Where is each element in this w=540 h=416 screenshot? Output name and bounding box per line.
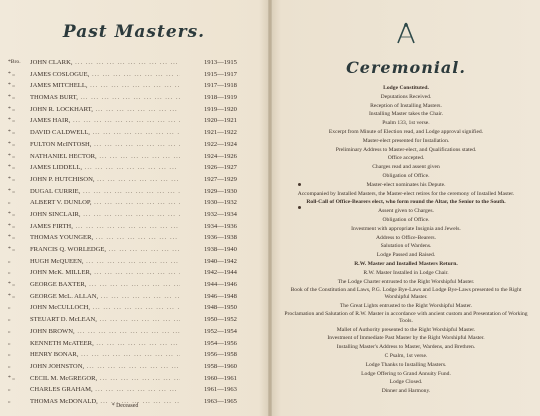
past-master-row xyxy=(8,314,248,326)
past-master-years: 1940—1942 xyxy=(204,257,237,265)
past-master-row xyxy=(8,384,248,396)
ceremonial-item: R.W. Master Installed in Lodge Chair. xyxy=(363,269,449,276)
past-master-mark: * „ xyxy=(8,140,15,147)
past-master-row xyxy=(8,221,248,233)
past-master-name: JOHN JOHNSTON, ... . xyxy=(30,361,180,373)
past-master-mark: * „ xyxy=(8,175,15,182)
past-master-years: 1918—1919 xyxy=(204,94,237,102)
ceremonial-item: Preliminary Address to Master-elect, and Qualifications stated. xyxy=(335,146,477,153)
ceremonial-list xyxy=(280,85,532,397)
ceremonial-item: Installing Master's Address to Master, Wardens, and Brethren. xyxy=(336,344,476,351)
ceremonial-item: R.W. Master and Installed Masters Return. xyxy=(354,260,458,267)
past-master-mark: * „ xyxy=(8,292,15,299)
past-master-row xyxy=(8,186,248,198)
past-master-years: 1952—1954 xyxy=(204,327,237,335)
past-master-mark: „ xyxy=(8,199,11,206)
past-master-name: JOHN P. HUTCHISON, ... . xyxy=(30,174,180,186)
past-master-years: 1936—1938 xyxy=(204,234,237,242)
ceremonial-item: Lodge Passed and Raised. xyxy=(376,252,436,259)
past-master-name: DAVID CALDWELL, ... . xyxy=(30,127,180,139)
past-master-row xyxy=(8,256,248,268)
past-master-years: 1924—1926 xyxy=(204,152,237,160)
past-master-row xyxy=(8,139,248,151)
past-master-name: JAMES FIRTH, ... . xyxy=(30,221,180,233)
past-master-row xyxy=(8,151,248,163)
past-master-name: GEORGE BAXTER, ... . xyxy=(30,279,180,291)
past-master-name: THOMAS BURT, ... . xyxy=(30,92,180,104)
past-master-row xyxy=(8,209,248,221)
past-master-years: 1926—1927 xyxy=(204,164,237,172)
past-master-row xyxy=(8,244,248,256)
past-master-row xyxy=(8,162,248,174)
past-master-row xyxy=(8,326,248,338)
past-master-years: 1961—1963 xyxy=(204,386,237,394)
past-master-mark: „ xyxy=(8,304,11,311)
ceremonial-item: Installing Master takes the Chair. xyxy=(368,111,444,118)
past-master-name: FRANCIS Q. WORLEDGE, ... . xyxy=(30,244,180,256)
ceremonial-item: C Psalm, 1st verse. xyxy=(384,352,428,359)
past-master-years: 1922—1924 xyxy=(204,140,237,148)
ceremonial-item: Reception of Installing Masters. xyxy=(370,102,442,109)
past-master-years: 1956—1958 xyxy=(204,351,237,359)
ceremonial-item: Dinner and Harmony. xyxy=(381,388,431,395)
ceremonial-page xyxy=(272,0,540,416)
ceremonial-item: Excerpt from Minute of Election read, and Lodge approval signified. xyxy=(328,128,484,135)
ceremonial-item: Investment of Immediate Past Master by the Right Worshipful Master. xyxy=(327,335,485,342)
past-master-mark: * „ xyxy=(8,374,15,381)
past-master-mark: * „ xyxy=(8,70,15,77)
past-master-mark: * „ xyxy=(8,246,15,252)
ceremonial-item: Obligation of Office. xyxy=(382,216,430,223)
past-master-name: THOMAS YOUNGER, ... . xyxy=(30,232,180,244)
past-master-mark: * „ xyxy=(8,281,15,288)
past-master-name: KENNETH McATEER, ... . xyxy=(30,338,180,350)
past-master-mark: * „ xyxy=(8,129,15,136)
past-master-row xyxy=(8,361,248,373)
past-master-mark: „ xyxy=(8,351,11,358)
past-master-mark: * „ xyxy=(8,222,15,229)
ceremonial-item: Mallet of Authority presented to the Right Worshipful Master. xyxy=(336,326,476,333)
past-master-row xyxy=(8,338,248,350)
past-master-years: 1913—1915 xyxy=(204,59,237,66)
ceremonial-item: Assent given to Charges. xyxy=(378,208,434,215)
past-master-name: JAMES MITCHELL, ... . xyxy=(30,80,180,92)
past-master-row xyxy=(8,127,248,139)
past-masters-title: Past Masters. xyxy=(62,22,206,42)
binding-dot xyxy=(298,183,301,186)
ceremonial-item: Lodge Offering to Grand Annuity Fund. xyxy=(361,370,451,377)
past-master-row xyxy=(8,373,248,385)
binding-dot xyxy=(298,206,301,209)
past-master-name: FULTON McINTOSH, ... . xyxy=(30,139,180,151)
past-master-years: 1948—1950 xyxy=(204,304,237,312)
past-master-mark: * „ xyxy=(8,105,15,112)
past-master-mark: * „ xyxy=(8,164,15,171)
past-master-name: ALBERT V. DUNLOP, ... . xyxy=(30,197,180,209)
past-master-years: 1963—1965 xyxy=(204,397,237,405)
past-master-years: 1958—1960 xyxy=(204,362,237,370)
past-master-name: JAMES LIDDELL, ... . xyxy=(30,162,180,174)
past-master-years: 1954—1956 xyxy=(204,339,237,347)
ceremonial-item: Master-elect presented for Installation. xyxy=(362,137,450,144)
ceremonial-item: Lodge Thanks to Installing Masters. xyxy=(365,361,447,368)
past-master-row xyxy=(8,174,248,186)
past-master-years: 1927—1929 xyxy=(204,175,237,183)
ceremonial-item: Proclamation and Salutation of R.W. Master in accordance with ancient custom and Presentation of Working Tools. xyxy=(284,311,528,324)
past-master-years: 1919—1920 xyxy=(204,105,237,113)
past-master-row xyxy=(8,279,248,291)
compass-emblem-icon xyxy=(396,22,416,44)
ceremonial-item: Investment with appropriate Insignia and Jewels. xyxy=(351,225,461,232)
past-master-name: STEUART D. McLEAN, ... . xyxy=(30,314,180,326)
ceremonial-item: Address to Office-Bearers. xyxy=(375,234,436,241)
past-master-name: JAMES HAIR, ... . xyxy=(30,115,180,127)
ceremonial-item: Salutation of Wardens. xyxy=(380,243,432,250)
past-master-name: THOMAS McDONALD, ... . xyxy=(30,396,180,408)
past-master-mark: „ xyxy=(8,397,11,404)
past-master-mark: „ xyxy=(8,257,11,264)
past-master-row xyxy=(8,69,248,81)
past-master-years: 1917—1918 xyxy=(204,82,237,90)
ceremonial-item: Deputations Received. xyxy=(380,93,432,100)
ceremonial-item: Book of the Constitution and Laws, P.G. Lodge Bye-Laws and Lodge Bye-Laws presented to the Right Worshipful Master. xyxy=(290,287,522,300)
past-master-mark: „ xyxy=(8,386,11,393)
past-master-years: 1946—1948 xyxy=(204,292,237,300)
past-master-years: 1930—1932 xyxy=(204,199,237,207)
ceremonial-item: Master-elect nominates his Depute. xyxy=(366,181,446,188)
past-master-years: 1932—1934 xyxy=(204,210,237,218)
past-master-years: 1921—1922 xyxy=(204,129,237,137)
past-master-name: JOHN McCULLOCH, ... . xyxy=(30,302,180,314)
past-master-name: GEORGE McL. ALLAN, ... . xyxy=(30,291,180,303)
past-master-mark: * „ xyxy=(8,187,15,194)
past-master-name: JOHN BROWN, ... . xyxy=(30,326,180,338)
past-master-name: JAMES COSLOGUE, ... . xyxy=(30,69,180,81)
ceremonial-item: Roll-Call of Office-Bearers elect, who form round the Altar, the Senior to the South. xyxy=(306,199,506,206)
past-master-years: 1920—1921 xyxy=(204,117,237,125)
past-master-name: JOHN SINCLAIR, ... . xyxy=(30,209,180,221)
past-master-row xyxy=(8,349,248,361)
past-master-row xyxy=(8,291,248,303)
past-master-years: 1960—1961 xyxy=(204,374,237,382)
ceremonial-item: Charges read and assent given xyxy=(372,164,440,171)
past-master-row xyxy=(8,232,248,244)
past-master-row xyxy=(8,92,248,104)
past-master-years: 1950—1952 xyxy=(204,316,237,324)
past-master-row xyxy=(8,104,248,116)
past-master-years: 1944—1946 xyxy=(204,281,237,289)
past-masters-list xyxy=(8,57,248,408)
past-master-years: 1942—1944 xyxy=(204,269,237,277)
past-master-mark: * „ xyxy=(8,82,15,89)
past-master-name: CECIL M. McGREGOR, ... . xyxy=(30,373,180,385)
past-master-name: HUGH McQUEEN, ... . xyxy=(30,256,180,268)
past-master-years: 1934—1936 xyxy=(204,222,237,230)
past-master-mark: „ xyxy=(8,362,11,369)
ceremonial-item: The Lodge Charter entrusted to the Right Worshipful Master. xyxy=(337,278,475,285)
past-master-row xyxy=(8,197,248,209)
past-master-mark: *Bro. xyxy=(8,59,21,65)
past-master-row xyxy=(8,80,248,92)
past-master-mark: * „ xyxy=(8,94,15,101)
past-master-mark: * „ xyxy=(8,152,15,159)
ceremonial-item: Accompanied by Installed Masters, the Master-elect retires for the ceremony of Installed Master. xyxy=(297,190,515,197)
deceased-footnote: * Deceased xyxy=(111,403,139,409)
past-master-mark: * „ xyxy=(8,234,15,241)
past-master-name: CHARLES GRAHAM, ... . xyxy=(30,384,180,396)
ceremonial-item: The Great Lights entrusted to the Right Worshipful Master. xyxy=(339,302,473,309)
past-master-row xyxy=(8,115,248,127)
past-master-mark: * „ xyxy=(8,210,15,217)
past-master-name: HENRY BONAR, ... . xyxy=(30,349,180,361)
ceremonial-item: Lodge Closed. xyxy=(389,379,423,386)
past-master-name: JOHN McK. MILLER, ... . xyxy=(30,267,180,279)
past-master-mark: „ xyxy=(8,316,11,323)
past-masters-page xyxy=(0,0,268,416)
ceremonial-item: Obligation of Office. xyxy=(382,172,430,179)
past-master-name: NATHANIEL HECTOR, ... . xyxy=(30,151,180,163)
ceremonial-item: Psalm 133, 1st verse. xyxy=(382,120,430,127)
past-master-row xyxy=(8,267,248,279)
past-master-years: 1938—1940 xyxy=(204,246,237,253)
past-master-row xyxy=(8,302,248,314)
past-master-mark: „ xyxy=(8,339,11,346)
ceremonial-item: Lodge Constituted. xyxy=(383,85,429,91)
ceremonial-title: Ceremonial. xyxy=(346,58,466,77)
past-master-mark: * „ xyxy=(8,117,15,124)
past-master-mark: „ xyxy=(8,327,11,334)
past-master-years: 1929—1930 xyxy=(204,187,237,195)
ceremonial-item: Office accepted. xyxy=(387,155,425,162)
past-master-row xyxy=(8,57,248,69)
past-master-name: DUGAL CURRIE, ... . xyxy=(30,186,180,198)
past-master-mark: „ xyxy=(8,269,11,276)
past-master-name: JOHN R. LOCKHART, ... . xyxy=(30,104,180,116)
past-master-years: 1915—1917 xyxy=(204,70,237,78)
past-master-name: JOHN CLARK, ... . xyxy=(30,57,180,69)
